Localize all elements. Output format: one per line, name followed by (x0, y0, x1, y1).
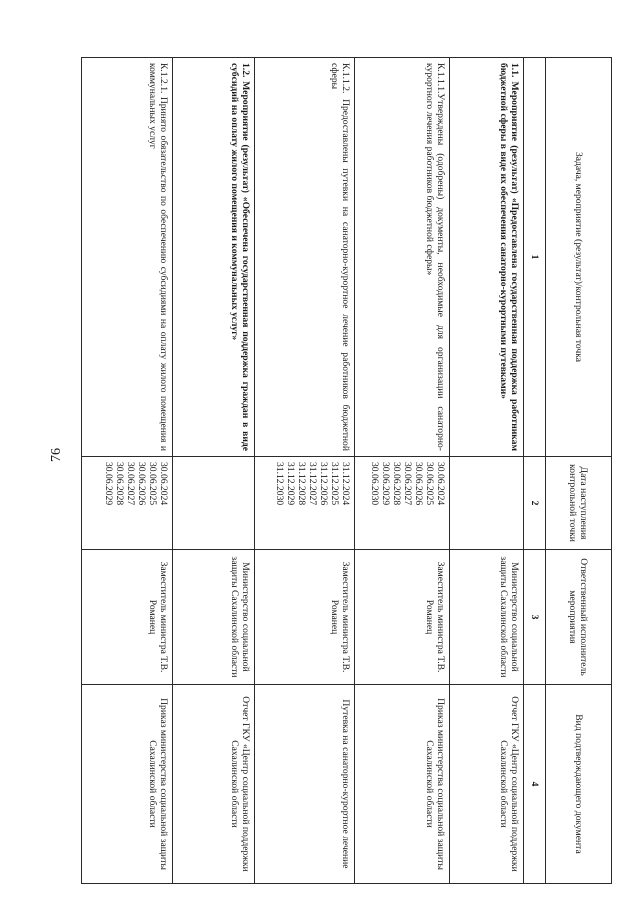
document-cell: Путевка на санаторно-курортное лечение (255, 685, 355, 884)
header-document: Вид подтверждающего документа (546, 685, 612, 884)
table-header-row (546, 58, 612, 884)
executor-cell: Заместитель министра Т.В. Романец (82, 550, 173, 685)
control-points-table (81, 57, 612, 884)
date-value: 31.12.2026 (318, 462, 329, 506)
column-number: 4 (524, 685, 546, 884)
document-cell: Приказ министерства социальной защиты Сахалинской области (82, 685, 173, 884)
table-row (355, 58, 450, 884)
date-value: 30.06.2027 (402, 462, 413, 506)
dates-cell (82, 457, 173, 550)
date-value: 30.06.2025 (424, 462, 435, 506)
date-value: 30.06.2027 (125, 462, 136, 506)
table-row (450, 58, 524, 884)
executor-cell: Министерство социальной защиты Сахалинской области (450, 550, 524, 685)
date-value: 30.06.2026 (413, 462, 424, 506)
date-value: 30.06.2030 (369, 462, 380, 506)
column-number: 2 (524, 457, 546, 550)
document-cell: Приказ министерства социальной защиты Сахалинской области (355, 685, 450, 884)
column-number: 1 (524, 58, 546, 457)
task-cell: К.1.1.1.Утверждены (одобрены) документы, необходимые для организации санаторно-курортного лечения работников бюджетной сферы» (355, 58, 450, 457)
document-cell: Отчет ГКУ «Центр социальной поддержки Сахалинской области (173, 685, 255, 884)
date-value: 30.06.2029 (103, 462, 114, 506)
table-row (82, 58, 173, 884)
column-number: 3 (524, 550, 546, 685)
table-row (255, 58, 355, 884)
date-value: 30.06.2025 (147, 462, 158, 506)
dates-cell (173, 457, 255, 550)
rotated-table-sheet (82, 57, 612, 883)
date-value: 31.12.2030 (274, 462, 285, 506)
date-value: 30.06.2024 (435, 462, 446, 506)
date-value: 30.06.2028 (391, 462, 402, 506)
executor-cell: Заместитель министра Т.В. Романец (255, 550, 355, 685)
header-executor: Ответственный исполнитель мероприятия (546, 550, 612, 685)
date-value: 31.12.2029 (285, 462, 296, 506)
executor-cell: Заместитель министра Т.В. Романец (355, 550, 450, 685)
date-value: 30.06.2029 (380, 462, 391, 506)
table-row (173, 58, 255, 884)
column-number-row (524, 58, 546, 884)
task-cell: К.1.1.2. Предоставлены путевки на санаторно-курортное лечение работников бюджетной сферы (255, 58, 355, 457)
dates-cell (450, 457, 524, 550)
date-value: 31.12.2025 (329, 462, 340, 506)
executor-cell: Министерство социальной защиты Сахалинской области (173, 550, 255, 685)
date-value: 30.06.2026 (136, 462, 147, 506)
date-value: 31.12.2027 (307, 462, 318, 506)
date-value: 30.06.2024 (158, 462, 169, 506)
dates-cell (355, 457, 450, 550)
dates-cell (255, 457, 355, 550)
date-value: 31.12.2028 (296, 462, 307, 506)
page-number: 76 (49, 448, 64, 462)
date-value: 31.12.2024 (340, 462, 351, 506)
task-cell: 1.2. Мероприятие (результат) «Обеспечена государственная поддержка граждан в виде субсидий на оплату жилого помещения и коммунальных услуг» (173, 58, 255, 457)
header-date: Дата наступления контрольной точки (546, 457, 612, 550)
date-value: 30.06.2028 (114, 462, 125, 506)
task-cell: К.1.2.1. Принято обязательство по обеспечению субсидиями на оплату жилого помещения и коммунальных услуг (82, 58, 173, 457)
document-cell: Отчет ГКУ «Центр социальной поддержки Сахалинской области (450, 685, 524, 884)
task-cell: 1.1. Мероприятие (результат) «Предоставлена государственная поддержка работникам бюджетной сферы в виде их обеспечения санаторно-курортными путевками» (450, 58, 524, 457)
header-task: Задача, мероприятие (результат)/контрольная точка (546, 58, 612, 457)
